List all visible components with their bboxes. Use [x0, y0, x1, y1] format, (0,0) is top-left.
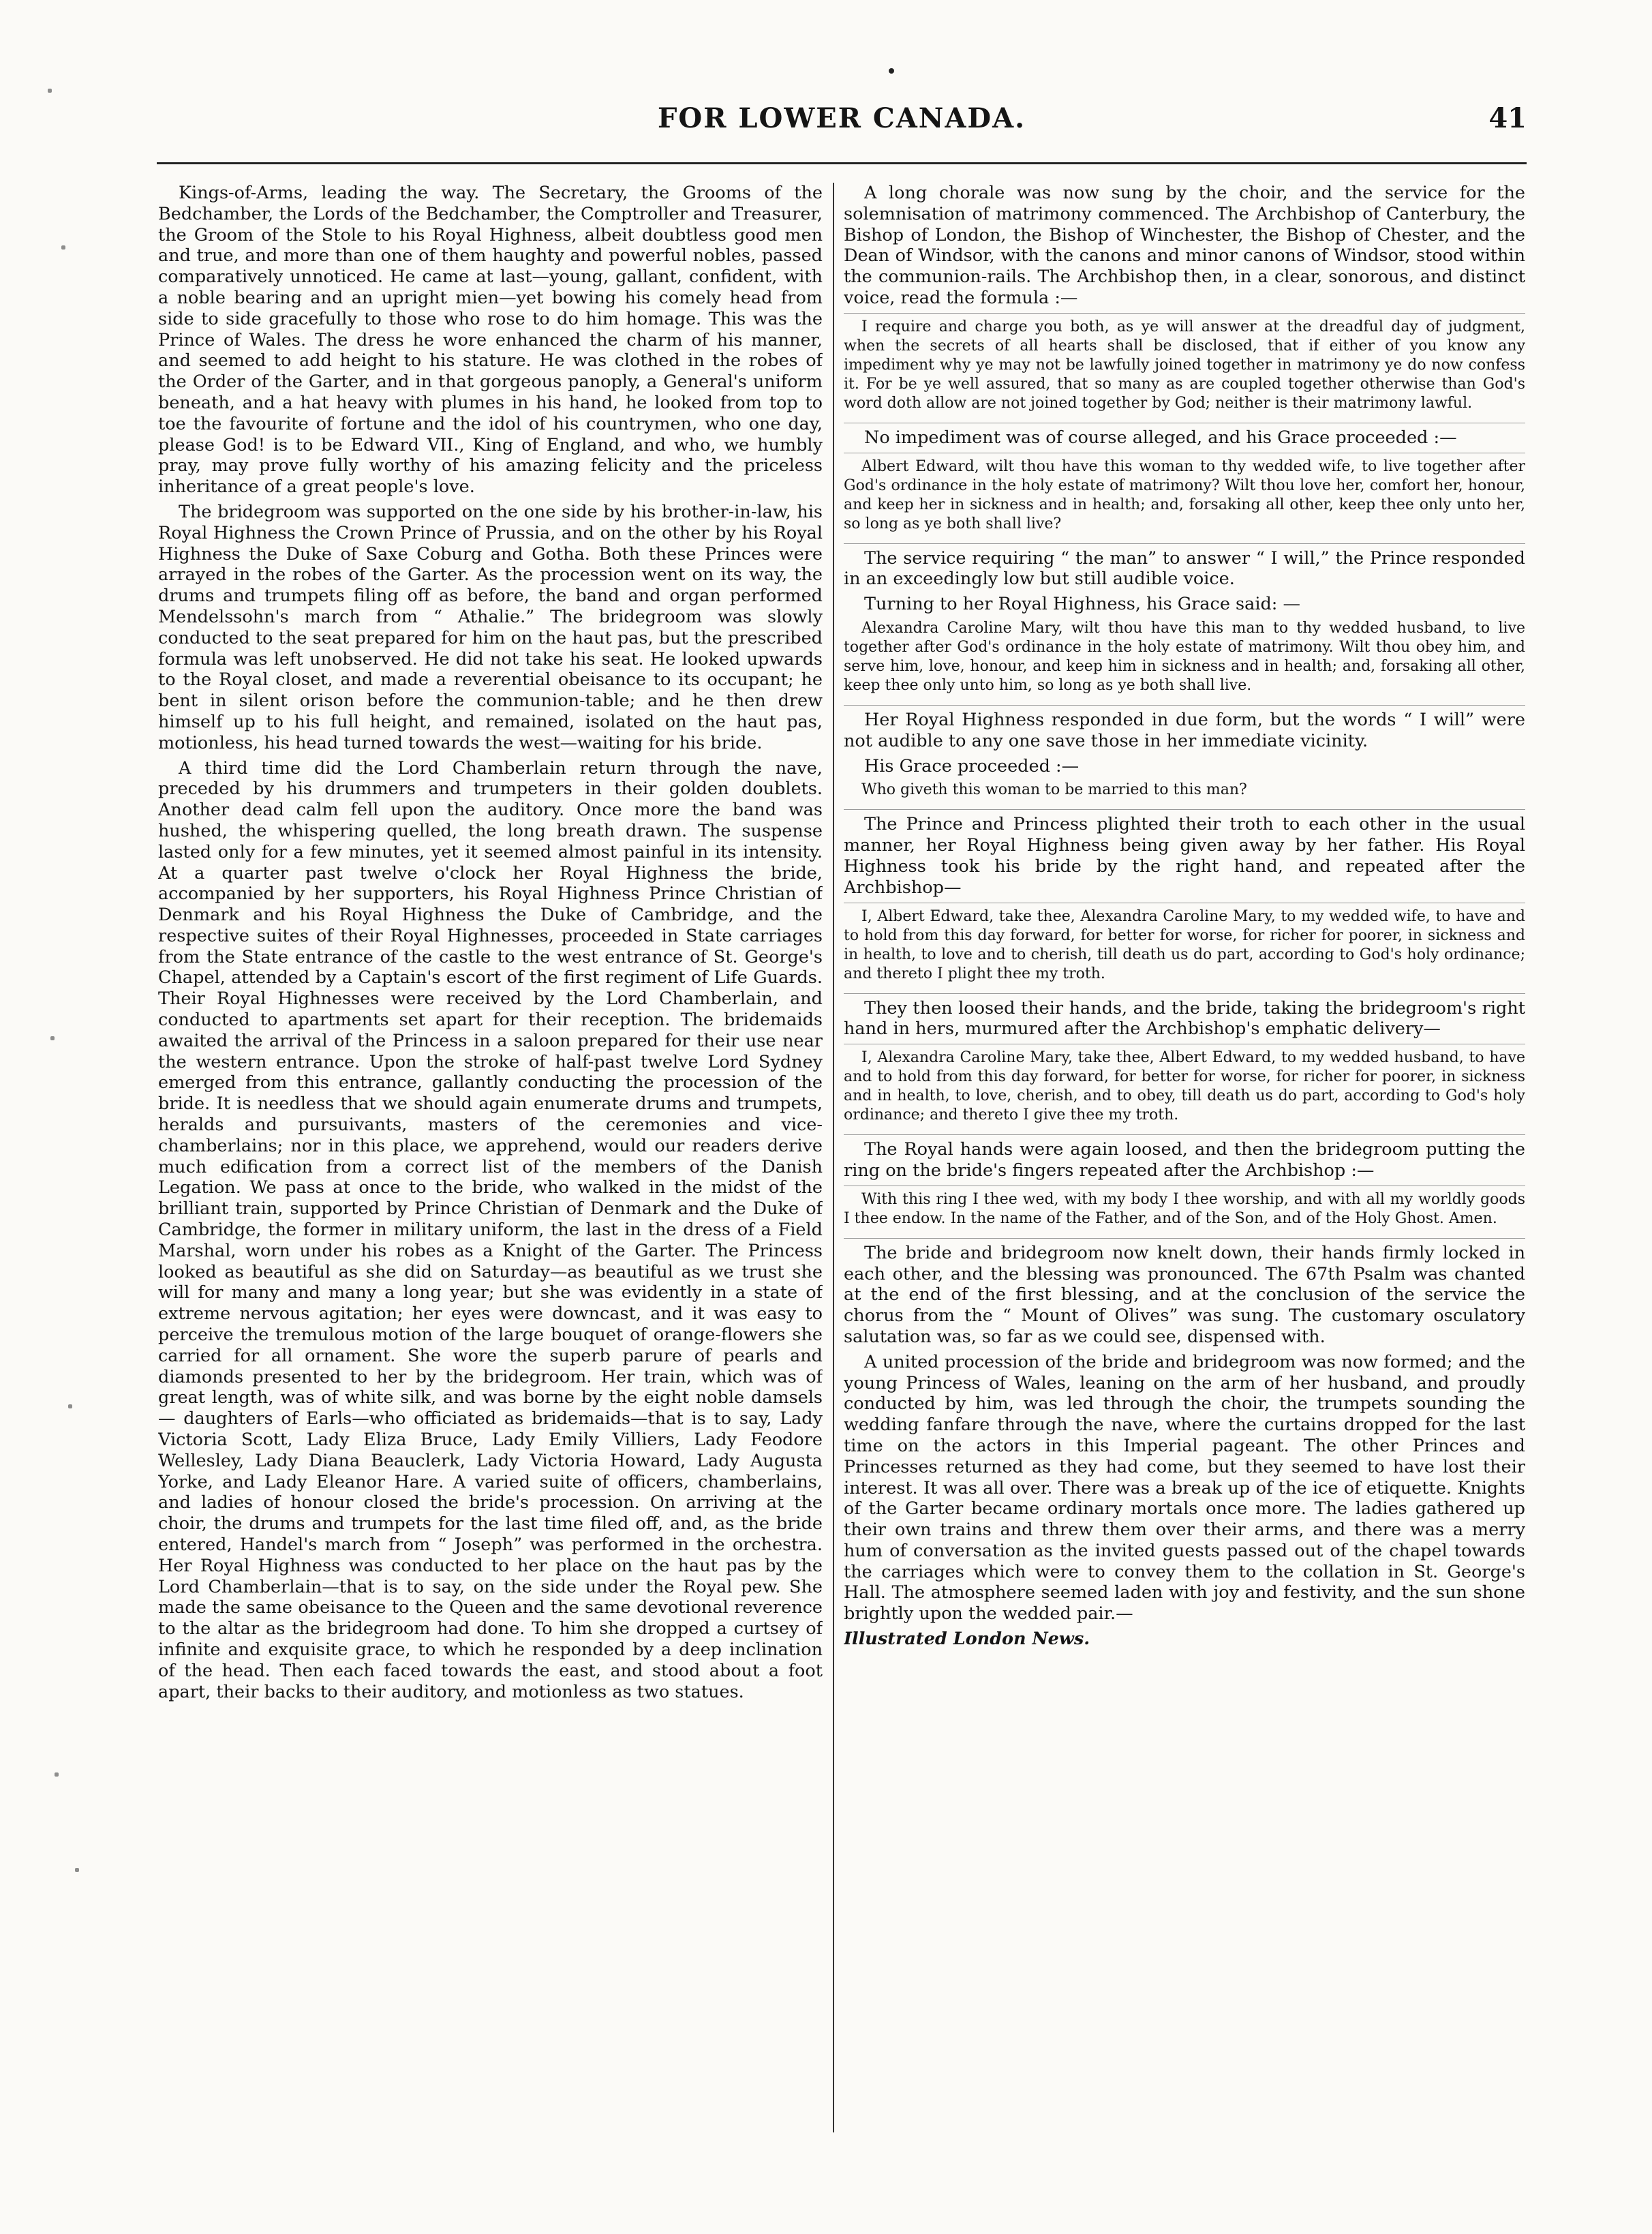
header-rule — [157, 162, 1527, 164]
margin-specks — [41, 68, 102, 2113]
paragraph: A united procession of the bride and bridegroom was now formed; and the young Princess of Wales, leaning on the arm of her husband, and proudly conducted by him, was led through the choir, the trumpets sounding the wedding fanfare through the nave, where the curtains dropped for the last time on the actors in this Imperial pageant. The other Princes and Princesses returned as they had come, but they seemed to have lost their interest. It was all over. There was a break up of the ice of etiquette. Knights of the Garter became ordinary mortals once more. The ladies gathered up their own trains and threw them over their arms, and there was a merry hum of conversation as the invited guests passed out of the chapel towards the carriages which were to convey them to the collation in St. George's Hall. The atmosphere seemed laden with joy and festivity, and the sun shone brightly upon the wedded pair.— — [844, 1351, 1525, 1625]
quoted-formula: Albert Edward, wilt thou have this woman to thy wedded wife, to live together after God's ordinance in the holy estate of matrimony? Wilt thou love her, comfort her, honour, and keep her in sickness and in health; and, forsaking all other, keep thee only unto her, so long as ye both shall live? — [844, 453, 1525, 534]
quoted-formula: Alexandra Caroline Mary, wilt thou have this man to thy wedded husband, to live together after God's ordinance in the holy estate of matrimony. Wilt thou obey him, and serve him, love, honour, and keep him in sickness and in health; and, forsaking all other, keep thee only unto him, so long as ye both shall live. — [844, 619, 1525, 694]
paragraph: Her Royal Highness responded in due form, but the words “ I will” were not audible to any one save those in her immediate vicinity. — [844, 705, 1525, 752]
paragraph: The bridegroom was supported on the one side by his brother-in-law, his Royal Highness the Crown Prince of Prussia, and on the other by his Royal Highness the Duke of Saxe Coburg and Gotha. Both these Princes were arrayed in the robes of the Garter. As the procession went on its way, the drums and trumpets filing off as before, the band and organ performed Mendelssohn's march from “ Athalie.” The bridegroom was slowly conducted to the seat prepared for him on the haut pas, but the prescribed formula was left unobserved. He did not take his seat. He looked upwards to the Royal closet, and made a reverential obeisance to its occupant; he bent in silent orison before the communion-table; and he then drew himself up to his full height, and remained, isolated on the haut pas, motionless, his head turned towards the west—waiting for his bride. — [158, 501, 823, 753]
paragraph: His Grace proceeded :— — [864, 755, 1080, 776]
paragraph: No impediment was of course alleged, and his Grace proceeded :— — [844, 423, 1525, 449]
left-column — [158, 183, 823, 2146]
right-column — [844, 183, 1525, 2146]
quoted-formula: With this ring I thee wed, with my body I thee worship, and with all my worldly goods I thee endow. In the name of the Father, and of the Son, and of the Holy Ghost. Amen. — [844, 1186, 1525, 1228]
paragraph: A third time did the Lord Chamberlain return through the nave, preceded by his drummers and trumpeters in their golden doublets. Another dead calm fell upon the auditory. Once more the band was hushed, the whispering quelled, the long breath drawn. The suspense lasted only for a few minutes, yet it seemed almost painful in its intensity. At a quarter past twelve o'clock her Royal Highness the bride, accompanied by her supporters, his Royal Highness Prince Christian of Denmark and his Royal Highness the Duke of Cambridge, and the respective suites of their Royal Highnesses, proceeded in State carriages from the State entrance of the castle to the west entrance of St. George's Chapel, attended by a Captain's escort of the first regiment of Life Guards. Their Royal Highnesses were received by the Lord Chamberlain, and conducted to apartments set apart for their reception. The bridemaids awaited the arrival of the Princess in a saloon prepared for their use near the western entrance. Upon the stroke of half-past twelve Lord Sydney emerged from this entrance, gallantly conducting the procession of the bride. It is needless that we should again enumerate drums and trumpets, heralds and pursuivants, masters of the ceremonies and vice-chamberlains; nor in this place, we apprehend, would our readers derive much edification from a correct list of the members of the Danish Legation. We pass at once to the bride, who walked in the midst of the brilliant train, supported by Prince Christian of Denmark and the Duke of Cambridge, the former in military uniform, the last in the dress of a Field Marshal, worn under his robes as a Knight of the Garter. The Princess looked as beautiful as she did on Saturday—as beautiful as we trust she will for many and many a long year; but she was evidently in a state of extreme nervous agitation; her eyes were downcast, and it was easy to perceive the tremulous motion of the large bouquet of orange-flowers she carried for all ornament. She wore the superb parure of pearls and diamonds presented to her by the bridegroom. Her train, which was of great length, was of white silk, and was borne by the eight noble damsels — daughters of Earls—who officiated as bridemaids—that is to say, Lady Victoria Scott, Lady Eliza Bruce, Lady Emily Villiers, Lady Feodore Wellesley, Lady Diana Beauclerk, Lady Victoria Howard, Lady Augusta Yorke, and Lady Eleanor Hare. A varied suite of officers, chamberlains, and ladies of honour closed the bride's procession. On arriving at the choir, the drums and trumpets for the last time filed off, and, as the bride entered, Handel's march from “ Joseph” was performed in the orchestra. Her Royal Highness was conducted to her place on the haut pas by the Lord Chamberlain—that is to say, on the side under the Royal pew. She made the same obeisance to the Queen and the same devotional reverence to the altar as the bridegroom had done. To him she dropped a curtsey of infinite and exquisite grace, to which he responded by a deep inclination of the head. Then each faced towards the east, and stood about a foot apart, their backs to their auditory, and motionless as two statues. — [158, 757, 823, 1702]
paragraph: Kings-of-Arms, leading the way. The Secretary, the Grooms of the Bedchamber, the Lords of the Bedchamber, the Comptroller and Treasurer, the Groom of the Stole to his Royal Highness, albeit doubtless good men and true, and more than one of them haughty and powerful nobles, passed comparatively unnoticed. He came at last—young, gallant, confident, with a noble bearing and an upright mien—yet bowing his comely head from side to side gracefully to those who rose to do him homage. This was the Prince of Wales. The dress he wore enhanced the charm of his manner, and seemed to add height to his stature. He was clothed in the robes of the Order of the Garter, and in that gorgeous panoply, a General's uniform beneath, and a hat heavy with plumes in his hand, he looked from top to toe the favourite of fortune and the idol of his countrymen, who one day, please God! is to be Edward VII., King of England, and who, we humbly pray, may prove fully worthy of his amazing felicity and the priceless inheritance of a great people's love. — [158, 183, 823, 498]
quoted-formula: I, Alexandra Caroline Mary, take thee, Albert Edward, to my wedded husband, to have and to hold from this day forward, for better for worse, for richer for poorer, in sickness and in health, to love, cherish, and to obey, till death us do part, according to God's holy ordinance; and thereto I give thee my troth. — [844, 1044, 1525, 1125]
quoted-formula: Who giveth this woman to be married to this man? — [861, 781, 1247, 799]
page-number: 41 — [1488, 102, 1527, 134]
column-divider — [833, 183, 834, 2132]
paragraph: The service requiring “ the man” to answer “ I will,” the Prince responded in an exceedingly low but still audible voice. — [844, 543, 1525, 590]
paragraph: They then loosed their hands, and the bride, taking the bridegroom's right hand in hers, murmured after the Archbishop's emphatic delivery— — [844, 993, 1525, 1040]
quoted-formula: I, Albert Edward, take thee, Alexandra Caroline Mary, to my wedded wife, to have and to hold from this day forward, for better for worse, for richer for poorer, in sickness and in health, to love and to cherish, till death us do part, according to God's holy ordinance; and thereto I plight thee my troth. — [844, 903, 1525, 984]
ink-dot — [889, 68, 894, 74]
source-credit: Illustrated London News. — [844, 1629, 1090, 1650]
paragraph: A long chorale was now sung by the choir, and the service for the solemnisation of matrimony commenced. The Archbishop of Canterbury, the Bishop of London, the Bishop of Winchester, the Bishop of Chester, and the Dean of Windsor, with the canons and minor canons of Windsor, stood within the communion-rails. The Archbishop then, in a clear, sonorous, and distinct voice, read the formula :— — [844, 183, 1525, 308]
paragraph: The Royal hands were again loosed, and then the bridegroom putting the ring on the bride's fingers repeated after the Archbishop :— — [844, 1134, 1525, 1181]
paragraph: The Prince and Princess plighted their troth to each other in the usual manner, her Royal Highness being given away by her father. His Royal Highness took his bride by the right hand, and repeated after the Archbishop— — [844, 809, 1525, 898]
paragraph: The bride and bridegroom now knelt down, their hands firmly locked in each other, and the blessing was pronounced. The 67th Psalm was chanted at the end of the first blessing, and at the conclusion of the service the chorus from the “ Mount of Olives” was sung. The customary osculatory salutation was, so far as we could see, dispensed with. — [844, 1238, 1525, 1348]
running-title: FOR LOWER CANADA. — [657, 102, 1026, 134]
quoted-formula: I require and charge you both, as ye will answer at the dreadful day of judgment, when the secrets of all hearts shall be disclosed, that if either of you know any impediment why ye may not be lawfully joined together in matrimony ye do now confess it. For be ye well assured, that so many as are coupled together otherwise than God's word doth allow are not joined together by God; neither is their matrimony lawful. — [844, 313, 1525, 413]
paragraph: Turning to her Royal Highness, his Grace said: — — [864, 594, 1301, 615]
page-header — [157, 102, 1527, 150]
